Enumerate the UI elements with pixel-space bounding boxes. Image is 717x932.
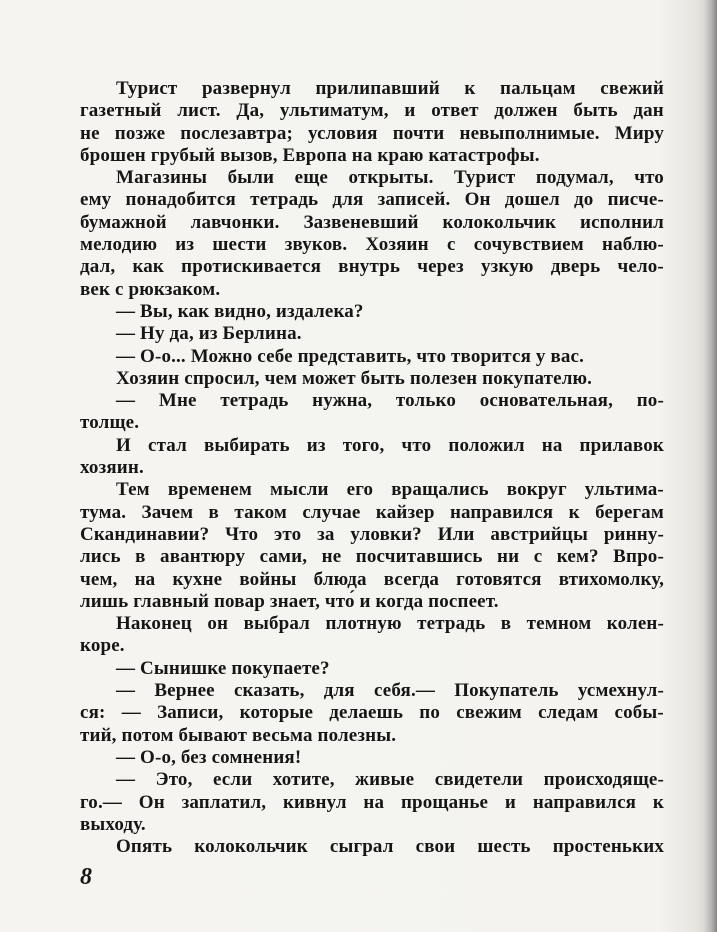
text-line: хозяин. — [80, 457, 144, 479]
text-line: Наконец он выбрал плотную тетрадь в темном колен- — [116, 613, 664, 635]
text-line: Хозяин спросил, чем может быть полезен покупателю. — [116, 367, 593, 389]
text-line: Магазины были еще открыты. Турист подумал, что — [116, 167, 664, 189]
text-line: Скандинавии? Что это за уловки? Или австрийцы ринну- — [80, 523, 664, 545]
text-line: — Это, если хотите, живые свидетели происходяще- — [116, 769, 664, 791]
text-line: Турист развернул прилипавший к пальцам свежий — [116, 78, 664, 99]
page-edge-shadow — [703, 0, 717, 932]
page-number: 8 — [80, 864, 92, 890]
text-line: чем, на кухне войны блюда всегда готовятся втихомолку, — [80, 568, 664, 590]
text-line: лишь главный повар знает, что́ и когда поспеет. — [80, 590, 499, 612]
text-line: тума. Зачем в таком случае кайзер направился к берегам — [80, 501, 664, 523]
text-line: — О-о... Можно себе представить, что творится у вас. — [116, 345, 585, 367]
text-line: — Вернее сказать, для себя.— Покупатель усмехнул- — [116, 680, 664, 702]
text-line: И стал выбирать из того, что положил на прилавок — [116, 434, 664, 456]
text-line: бумажной лавчонки. Зазвеневший колокольчик исполнил — [80, 211, 664, 233]
text-line: газетный лист. Да, ультиматум, и ответ должен быть дан — [80, 100, 664, 122]
text-line: Тем временем мысли его вращались вокруг ультима- — [116, 479, 664, 501]
text-line: брошен грубый вызов, Европа на краю катастрофы. — [80, 144, 540, 166]
text-line: век с рюкзаком. — [80, 278, 221, 300]
text-line: мелодию из шести звуков. Хозяин с сочувствием наблю- — [80, 234, 664, 256]
text-line: — Сынишке покупаете? — [116, 657, 330, 679]
text-line: ся: — Записи, которые делаешь по свежим следам собы- — [80, 702, 664, 724]
text-line: ему понадобится тетрадь для записей. Он дошел до писче- — [80, 189, 664, 211]
text-line: выходу. — [80, 813, 146, 835]
text-line: — Вы, как видно, издалека? — [116, 300, 364, 322]
text-line: — О-о, без сомнения! — [116, 746, 302, 768]
text-line: го.— Он заплатил, кивнул на прощанье и направился к — [80, 791, 664, 813]
text-line: толще. — [80, 412, 140, 434]
text-line: тий, потом бывают весьма полезны. — [80, 724, 397, 746]
text-line: не позже послезавтра; условия почти невыполнимые. Миру — [80, 122, 664, 144]
text-line: дал, как протискивается внутрь через узкую дверь чело- — [80, 256, 664, 278]
text-line: — Мне тетрадь нужна, только основательная, по- — [116, 390, 664, 412]
text-line: — Ну да, из Берлина. — [116, 323, 302, 345]
text-line: Опять колокольчик сыграл свои шесть простеньких — [116, 836, 664, 858]
text-line: коре. — [80, 635, 125, 657]
text-line: лись в авантюру сами, не посчитавшись ни с кем? Впро- — [80, 546, 664, 568]
page-body-text — [80, 78, 664, 858]
